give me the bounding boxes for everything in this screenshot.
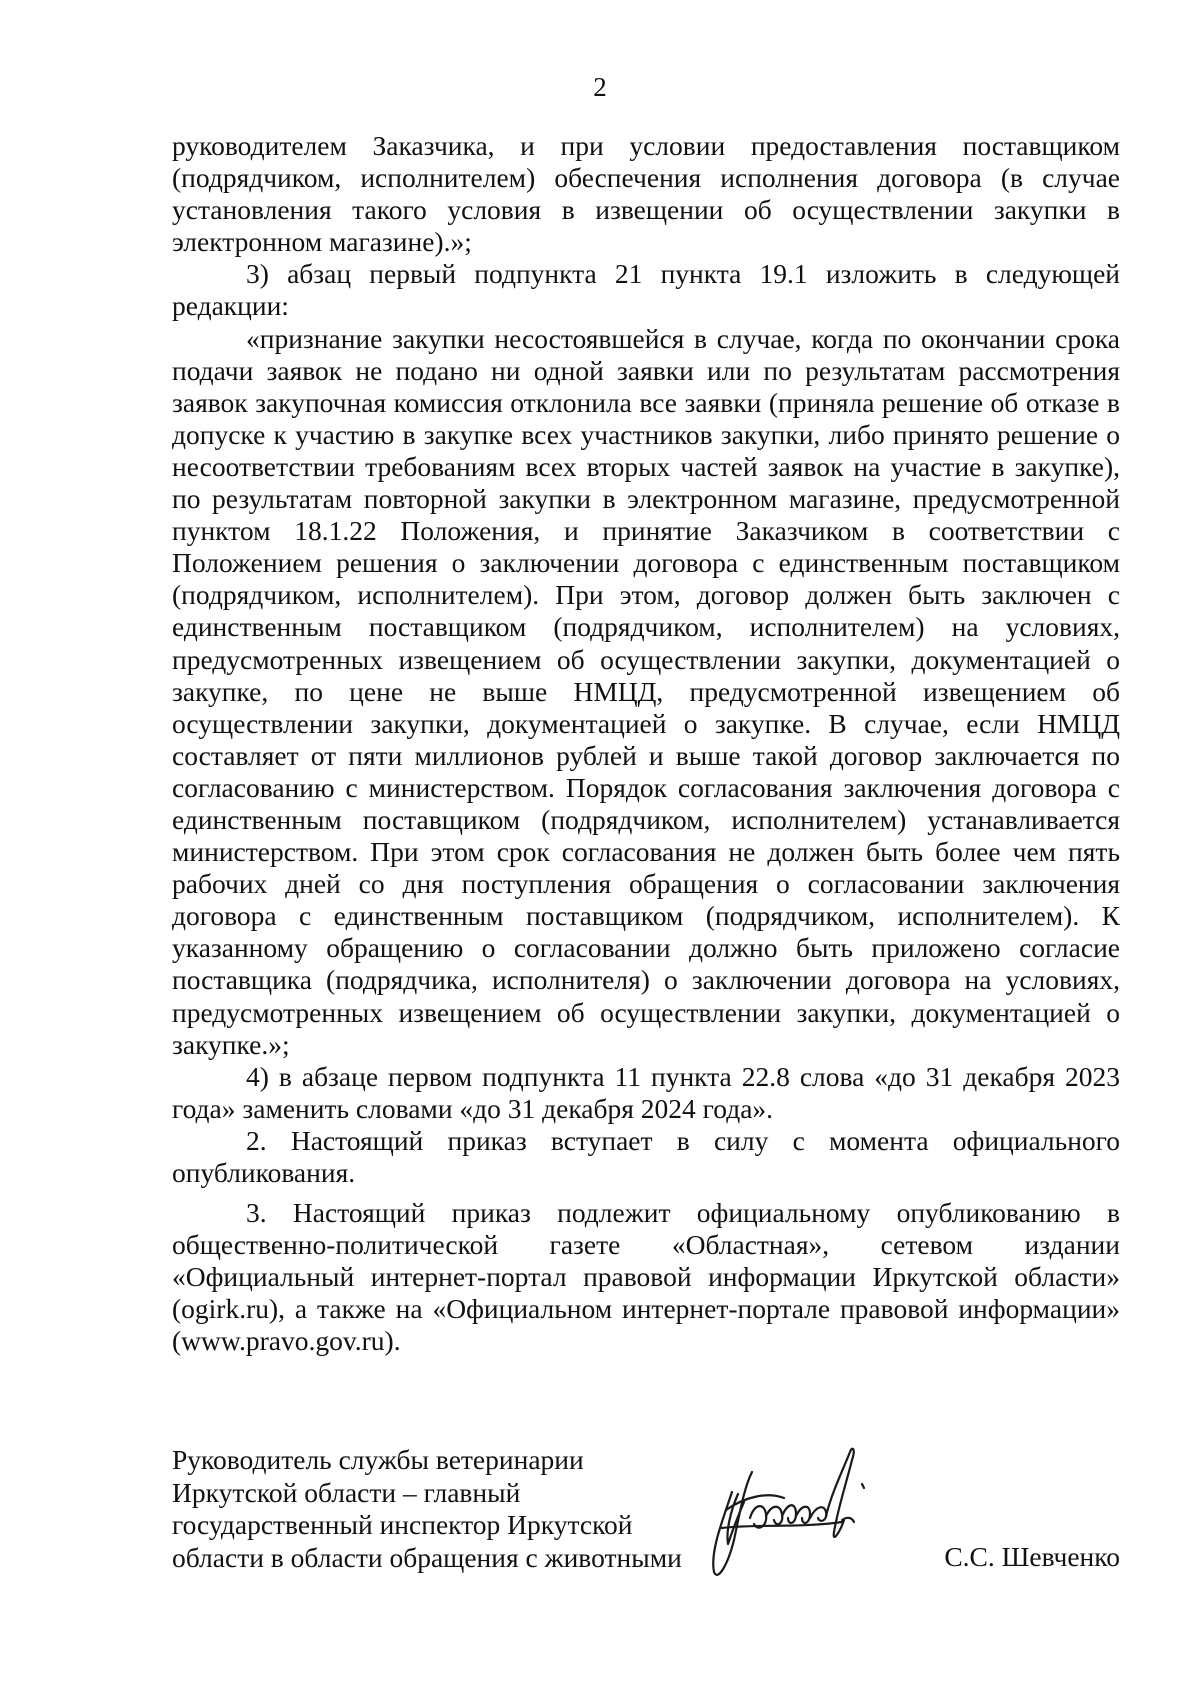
paragraph-continuation: руководителем Заказчика, и при условии предоставления поставщиком (подрядчиком, исполнителем) обеспечения исполнения договора (в случае установления такого условия в извещении об осуществлении закупки в электронном магазине).»; xyxy=(172,130,1120,258)
handwritten-signature xyxy=(692,1432,902,1582)
signatory-position-line: Руководитель службы ветеринарии xyxy=(172,1444,584,1475)
document-body xyxy=(172,130,1120,1358)
signatory-position xyxy=(172,1444,682,1574)
paragraph-clause-3: 3. Настоящий приказ подлежит официальному опубликованию в общественно-политической газете «Областная», сетевом издании «Официальный интернет-портал правовой информации Иркутской области» (ogirk.ru), а также на «Официальном интернет-портале правовой информации» (www.pravo.gov.ru). xyxy=(172,1197,1120,1357)
page-number: 2 xyxy=(593,72,607,102)
signatory-name: С.С. Шевченко xyxy=(944,1541,1120,1572)
paragraph-item-4: 4) в абзаце первом подпункта 11 пункта 22.8 слова «до 31 декабря 2023 года» заменить словами «до 31 декабря 2024 года». xyxy=(172,1060,1120,1124)
paragraph-clause-2: 2. Настоящий приказ вступает в силу с момента официального опубликования. xyxy=(172,1124,1120,1188)
paragraph-item-3: 3) абзац первый подпункта 21 пункта 19.1 изложить в следующей редакции: xyxy=(172,258,1120,322)
signature-strokes xyxy=(713,1449,864,1575)
signatory-position-line: Иркутской области – главный xyxy=(172,1476,521,1508)
signatory-position-line: государственный инспектор Иркутской xyxy=(172,1509,633,1540)
signature-block xyxy=(172,1444,1120,1594)
paragraph-quoted-text: «признание закупки несостоявшейся в случае, когда по окончании срока подачи заявок не подано ни одной заявки или по результатам рассмотрения заявок закупочная комиссия отклонила все заявки (приняла решение об отказе в допуске к участию в закупке всех участников закупки, либо принято решение о несоответствии требованиям всех вторых частей заявок на участие в закупке), по результатам повторной закупки в электронном магазине, предусмотренной пунктом 18.1.22 Положения, и принятие Заказчиком в соответствии с Положением решения о заключении договора с единственным поставщиком (подрядчиком, исполнителем). При этом, договор должен быть заключен с единственным поставщиком (подрядчиком, исполнителем) на условиях, предусмотренных извещением об осуществлении закупки, документацией о закупке, по цене не выше НМЦД, предусмотренной извещением об осуществлении закупки, документацией о закупке. В случае, если НМЦД составляет от пяти миллионов рублей и выше такой договор заключается по согласованию с министерством. Порядок согласования заключения договора с единственным поставщиком (подрядчиком, исполнителем) устанавливается министерством. При этом срок согласования не должен быть более чем пять рабочих дней со дня поступления обращения о согласовании заключения договора с единственным поставщиком (подрядчиком, исполнителем). К указанному обращению о согласовании должно быть приложено согласие поставщика (подрядчика, исполнителя) о заключении договора на условиях, предусмотренных извещением об осуществлении закупки, документацией о закупке.»; xyxy=(172,322,1120,1060)
signatory-position-line: области в области обращения с животными xyxy=(172,1541,682,1573)
